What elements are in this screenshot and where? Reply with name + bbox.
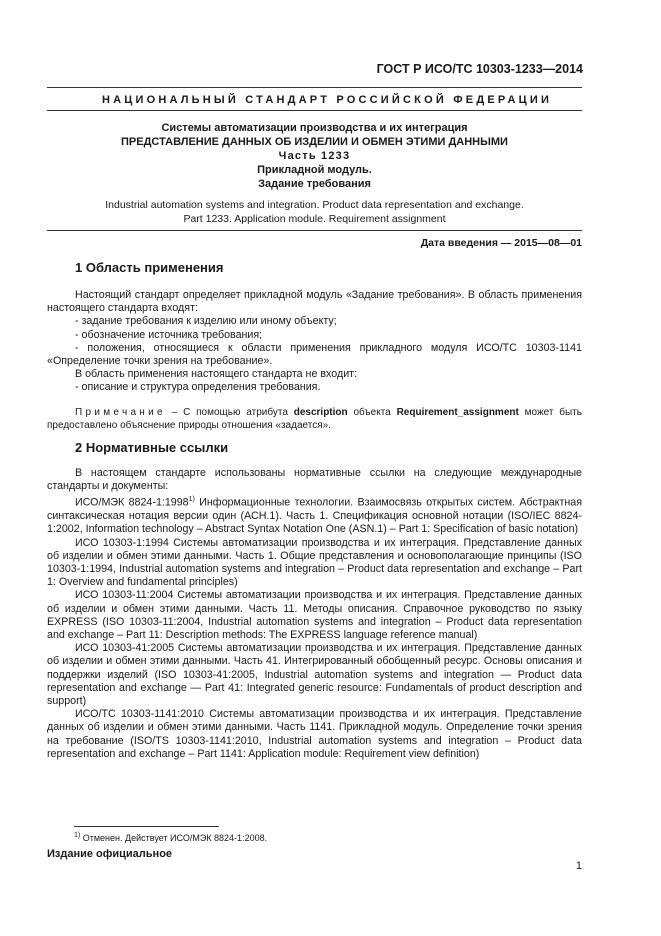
- scope-item: - задание требования к изделию или иному объекту;: [75, 315, 337, 328]
- note: [47, 406, 582, 432]
- reference-item: ИСО 10303-41:2005 Системы автоматизации производства и их интеграция. Представление данных об изделии и обмен этими данными. Часть 41. Интегрированный обобщенный ресурс. Основы описания и поддержки изделий (ISO 10303-41:2005, Industrial automation systems and integration — Product data representation and exchange — Part 41: Integrated generic resource: Fundamentals of product description and support): [47, 642, 582, 708]
- out-of-scope-item: - описание и структура определения требования.: [75, 381, 321, 394]
- section1-p1: Настоящий стандарт определяет прикладной модуль «Задание требования». В область применения настоящего стандарта входят:: [47, 289, 582, 315]
- reference-text: Информационные технологии. Взаимосвязь открытых систем. Абстрактная синтаксическая нотация версии один (АСН.1). Часть 1. Спецификация основной нотации (ISO/IEC 8824-1:2002, Information technology – Abstract Syntax Notation One (ASN.1) – Part 1: Specification of basic notation): [47, 496, 583, 536]
- note-object: Requirement_assignment: [396, 406, 519, 418]
- english-title-line1: Industrial automation systems and integration. Product data representation and exchange.: [105, 199, 524, 211]
- english-title-line2: Part 1233. Application module. Requirement assignment: [183, 213, 446, 225]
- section1-p2: В область применения настоящего стандарта не входит:: [75, 368, 358, 381]
- note-text: объекта: [347, 406, 397, 418]
- footnote-mark: 1): [74, 832, 81, 839]
- title-subject: ПРЕДСТАВЛЕНИЕ ДАННЫХ ОБ ИЗДЕЛИИ И ОБМЕН ЭТИМИ ДАННЫМИ: [121, 136, 508, 148]
- reference-item: ИСО 10303-11:2004 Системы автоматизации производства и их интеграция. Представление данных об изделии и обмен этими данными. Часть 11. Методы описания. Справочное руководство по языку EXPRESS (ISO 10303-11:2004, Industrial automation systems and integration – Product data representation and exchange – Part 11: Description methods: The EXPRESS language reference manual): [47, 589, 582, 641]
- title-module: Прикладной модуль.: [257, 164, 372, 176]
- page-number: 1: [575, 860, 582, 872]
- footnote: [74, 832, 267, 843]
- standard-code: ГОСТ Р ИСО/ТС 10303-1233—2014: [376, 62, 583, 76]
- national-standard-title: НАЦИОНАЛЬНЫЙ СТАНДАРТ РОССИЙСКОЙ ФЕДЕРАЦИИ: [101, 94, 553, 106]
- note-attribute: description: [293, 406, 348, 418]
- reference-item: [47, 493, 582, 536]
- note-text: – С помощью атрибута: [165, 406, 294, 418]
- reference-code: ИСО/МЭК 8824-1:1998: [75, 496, 189, 509]
- english-title: [47, 198, 582, 226]
- section2-body: [47, 467, 582, 761]
- note-label: Примечание: [75, 406, 166, 418]
- reference-item: ИСО/ТС 10303-1141:2010 Системы автоматизации производства и их интеграция. Представление данных об изделии и обмен этими данными. Часть 1141. Прикладной модуль. Определение точки зрения на требование (ISO/TS 10303-1141:2010, Industrial automation systems and integration – Product data representation and exchange – Part 1141: Application module: Requirement view definition): [47, 708, 582, 760]
- scope-item: - положения, относящиеся к области применения прикладного модуля ИСО/ТС 10303-1141 «Определение точки зрения на требование».: [47, 341, 582, 368]
- footnote-separator: [74, 826, 219, 827]
- scope-item: - обозначение источника требования;: [75, 328, 263, 341]
- footnote-mark: 1): [188, 496, 195, 504]
- header-rule: [47, 87, 582, 88]
- title-series: Системы автоматизации производства и их интеграция: [161, 122, 468, 134]
- title-assignment: Задание требования: [258, 178, 371, 190]
- note-text: может быть предоставлено объяснение природы отношения «задается».: [47, 406, 582, 431]
- section1-body: [47, 289, 582, 432]
- section2-heading: 2 Нормативные ссылки: [75, 440, 229, 455]
- edition-label: Издание официальное: [47, 848, 173, 860]
- date-rule: [47, 230, 582, 231]
- header-rule-bottom: [47, 110, 582, 111]
- reference-item: ИСО 10303-1:1994 Системы автоматизации производства и их интеграция. Представление данных об изделии и обмен этими данными. Часть 1. Общие представления и основополагающие принципы (ISO 10303-1:1994, Industrial automation systems and integration – Product data representation and exchange – Part 1: Overview and fundamental principles): [47, 536, 582, 589]
- section1-heading: 1 Область применения: [75, 260, 224, 275]
- document-title: [47, 121, 582, 191]
- footnote-text: Отменен. Действует ИСО/МЭК 8824-1:2008.: [80, 833, 268, 843]
- section2-intro: В настоящем стандарте использованы нормативные ссылки на следующие международные стандарты и документы:: [47, 467, 582, 493]
- introduction-date: Дата введения — 2015—08—01: [420, 237, 582, 249]
- title-part: Часть 1233: [278, 150, 351, 162]
